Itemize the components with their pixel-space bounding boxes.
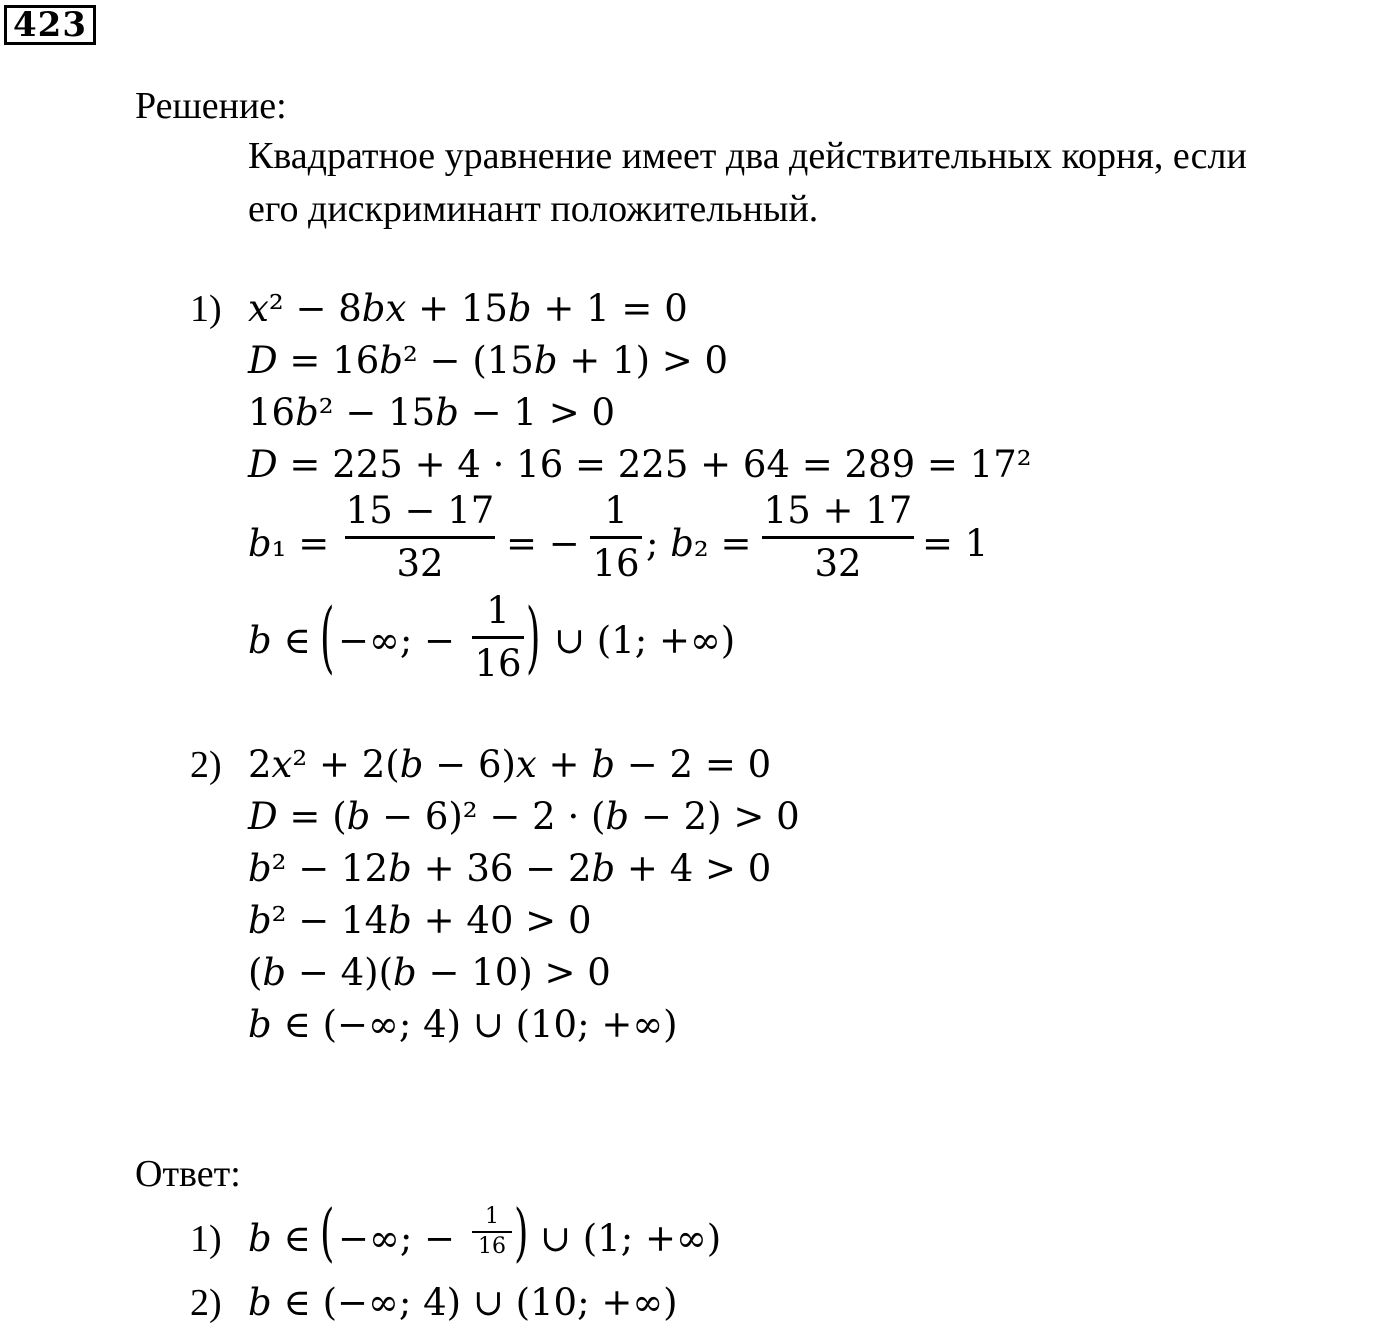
final-answer-1-prefix: 𝑏 ∈ xyxy=(248,1217,311,1260)
b1-value-numerator: 1 xyxy=(604,489,628,532)
part2-simplify: 𝑏² − 14𝑏 + 40 > 0 xyxy=(248,899,592,942)
part2-answer: 𝑏 ∈ (−∞; 4) ∪ (10; +∞) xyxy=(248,1003,678,1046)
final-answer-1-denominator: 16 xyxy=(478,1234,506,1259)
part1-answer-denominator: 16 xyxy=(474,642,522,685)
part1-label: 1) xyxy=(190,288,222,330)
part2-factor: (𝑏 − 4)(𝑏 − 10) > 0 xyxy=(248,951,611,994)
fraction-bar xyxy=(762,536,914,539)
part1-answer-inner: −∞; − xyxy=(338,619,456,662)
problem-number: 423 xyxy=(4,5,96,45)
right-paren: ) xyxy=(526,592,541,683)
part1-answer-prefix: 𝑏 ∈ xyxy=(248,619,311,662)
part1-inequality: 16𝑏² − 15𝑏 − 1 > 0 xyxy=(248,391,616,434)
left-paren: ( xyxy=(320,1196,335,1270)
part1-answer-suffix: ∪ (1; +∞) xyxy=(554,619,736,662)
b2-value: = 1 xyxy=(922,522,989,565)
part1-answer-fraction xyxy=(472,588,524,687)
b2-lhs: ; 𝑏₂ = xyxy=(646,522,752,565)
part1-answer-numerator: 1 xyxy=(486,589,510,632)
final-answer-1-suffix: ∪ (1; +∞) xyxy=(540,1217,722,1260)
right-paren: ) xyxy=(514,1196,529,1270)
part2-equation: 2𝑥² + 2(𝑏 − 6)𝑥 + 𝑏 − 2 = 0 xyxy=(248,743,772,786)
left-paren: ( xyxy=(320,592,335,683)
fraction-bar xyxy=(472,636,524,639)
b1-equals: = − xyxy=(506,522,580,565)
final-answer-1-label: 1) xyxy=(190,1218,222,1260)
final-answer-1-fraction xyxy=(472,1204,512,1260)
b1-fraction xyxy=(345,488,495,587)
fraction-bar xyxy=(590,536,642,539)
part1-discriminant: 𝐷 = 16𝑏² − (15𝑏 + 1) > 0 xyxy=(248,339,729,382)
b1-value-denominator: 16 xyxy=(592,542,640,585)
b2-denominator: 32 xyxy=(814,542,862,585)
b1-denominator: 32 xyxy=(396,542,444,585)
b1-value-fraction xyxy=(590,488,642,587)
final-answer-1-inner: −∞; − xyxy=(338,1217,456,1260)
intro-line-1: Квадратное уравнение имеет два действительных корня, если xyxy=(248,135,1247,177)
intro-line-2: его дискриминант положительный. xyxy=(248,188,819,230)
b2-numerator: 15 + 17 xyxy=(763,489,913,532)
final-answer-2-label: 2) xyxy=(190,1282,222,1324)
b1-lhs: 𝑏₁ = xyxy=(248,522,330,565)
b1-numerator: 15 − 17 xyxy=(345,489,495,532)
part2-expand: 𝑏² − 12𝑏 + 36 − 2𝑏 + 4 > 0 xyxy=(248,847,772,890)
final-answer-1-numerator: 1 xyxy=(485,1204,499,1229)
part2-label: 2) xyxy=(190,744,222,786)
part1-discriminant-value: 𝐷 = 225 + 4 · 16 = 225 + 64 = 289 = 17² xyxy=(248,443,1032,486)
final-answer-2: 𝑏 ∈ (−∞; 4) ∪ (10; +∞) xyxy=(248,1281,678,1324)
answer-heading: Ответ: xyxy=(135,1153,241,1195)
part1-equation: 𝑥² − 8𝑏𝑥 + 15𝑏 + 1 = 0 xyxy=(248,287,688,330)
b2-fraction xyxy=(762,488,914,587)
part2-discriminant: 𝐷 = (𝑏 − 6)² − 2 · (𝑏 − 2) > 0 xyxy=(248,795,800,838)
fraction-bar xyxy=(472,1231,512,1233)
solution-heading: Решение: xyxy=(135,85,287,127)
fraction-bar xyxy=(345,536,495,539)
